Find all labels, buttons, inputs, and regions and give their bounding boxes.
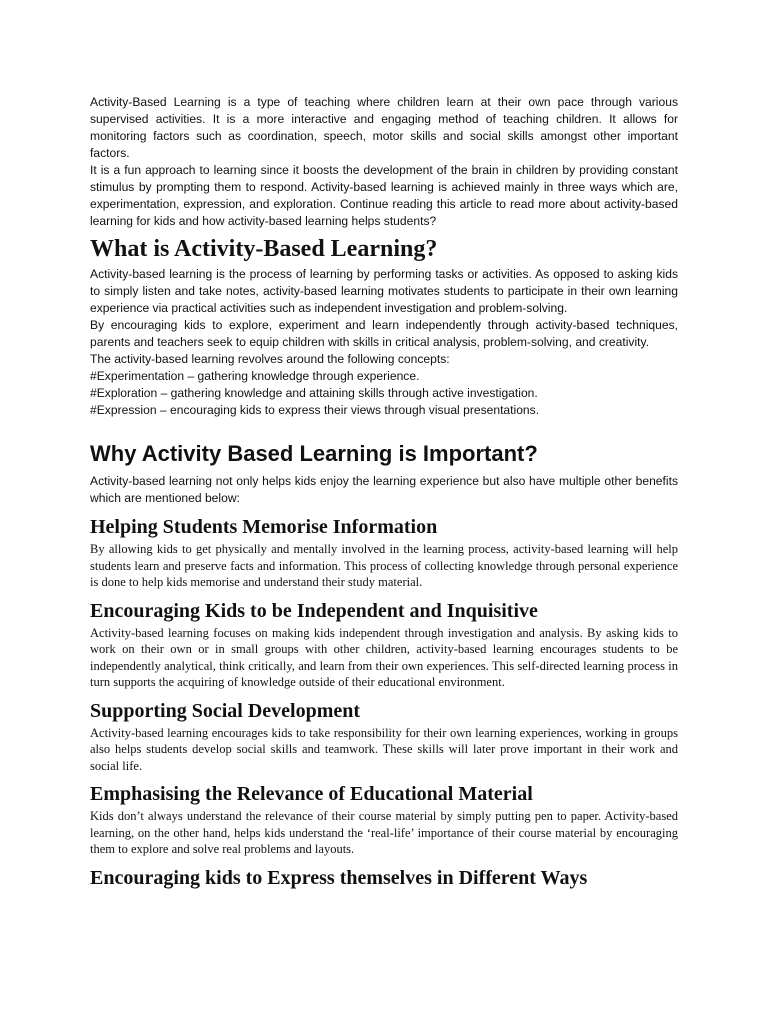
body-social: Activity-based learning encourages kids to take responsibility for their own learning experiences, working in groups also helps students develop social skills and teamwork. These skills will later prove important in their work and social life. [90,725,678,773]
heading-express: Encouraging kids to Express themselves in Different Ways [90,866,588,889]
body-memorise: By allowing kids to get physically and mentally involved in the learning process, activity-based learning will help students learn and preserve facts and information. This process of collecting knowledge through personal experience is done to help kids memorise and understand their study material. [90,542,678,589]
heading-memorise: Helping Students Memorise Information [90,516,438,538]
section1-paragraph-1: Activity-based learning is the process of learning by performing tasks or activities. As opposed to asking kids to simply listen and take notes, activity-based learning motivates students to participate in their own learning experience via practical activities such as independent investigation and problem-solving. [90,267,678,315]
heading-relevance: Emphasising the Relevance of Educational Material [90,783,533,805]
concept-exploration: #Exploration – gathering knowledge and attaining skills through active investigation. [90,386,538,400]
section1-paragraph-2: By encouraging kids to explore, experiment and learn independently through activity-based techniques, parents and teachers seek to equip children with skills in critical analysis, problem-solving, and creativity. [90,318,678,349]
concept-expression: #Expression – encouraging kids to express their views through visual presentations. [90,403,540,417]
heading-why-important: Why Activity Based Learning is Important? [90,441,538,466]
intro-paragraph-1: Activity-Based Learning is a type of teaching where children learn at their own pace through various supervised activities. It is a more interactive and engaging method of teaching children. It allows for monitoring factors such as coordination, speech, motor skills and social skills amongst other important factors. [90,95,678,160]
section2-paragraph: Activity-based learning not only helps kids enjoy the learning experience but also have multiple other benefits which are mentioned below: [90,474,678,505]
body-independent: Activity-based learning focuses on making kids independent through investigation and analysis. By asking kids to work on their own or in small groups with other children, activity-based learning encourages students to be independently analytical, think critically, and learn from their own experiences. This self-directed learning process in turn supports the acquiring of knowledge outside of their educational environment. [90,625,678,689]
heading-independent: Encouraging Kids to be Independent and Inquisitive [90,599,538,622]
section1-paragraph-3: The activity-based learning revolves around the following concepts: [90,352,450,366]
heading-social: Supporting Social Development [90,699,361,722]
heading-what-is-abl: What is Activity-Based Learning? [90,236,438,262]
body-relevance: Kids don’t always understand the relevance of their course material by simply putting pen to paper. Activity-based learning, on the other hand, helps kids understand the ‘real-life’ importance of their course material by encouraging them to explore and solve real problems and layouts. [90,809,678,856]
intro-paragraph-2: It is a fun approach to learning since it boosts the development of the brain in children by providing constant stimulus by prompting them to respond. Activity-based learning is achieved mainly in three ways which are, experimentation, expression, and exploration. Continue reading this article to read more about activity-based learning for kids and how activity-based learning helps students? [90,163,678,228]
concept-experimentation: #Experimentation – gathering knowledge through experience. [90,369,420,383]
